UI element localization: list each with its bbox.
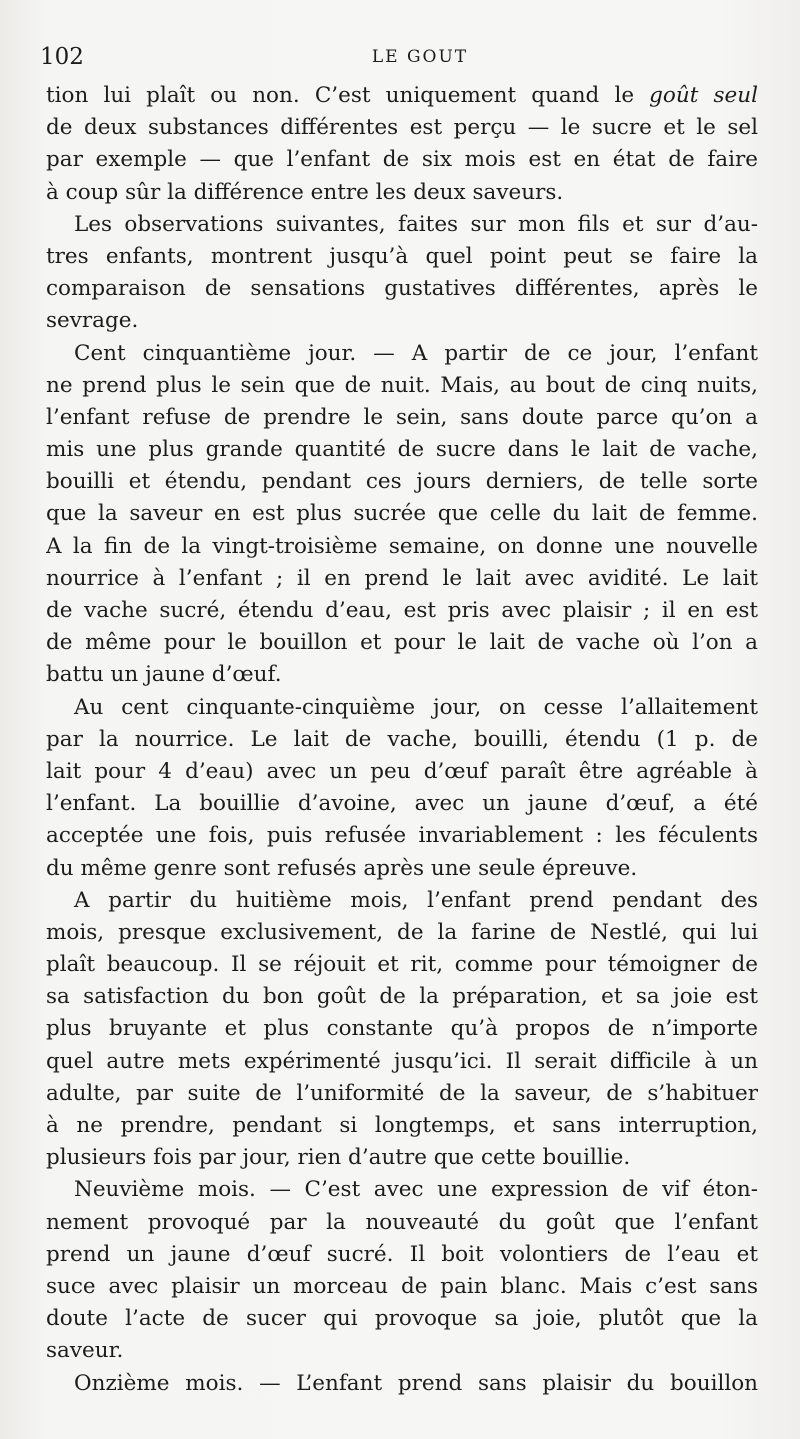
running-title: LE GOUT — [371, 47, 469, 67]
body-text — [46, 80, 758, 1400]
text-line: à coup sûr la différence entre les deux saveurs. — [46, 179, 564, 205]
text-line: du même genre sont refusés après une seule épreuve. — [46, 855, 638, 881]
text-line: de deux substances différentes est perçu — le sucre et le sel — [46, 115, 758, 141]
text-line: l’enfant. La bouillie d’avoine, avec un jaune d’œuf, a été — [46, 791, 758, 817]
text-line: comparaison de sensations gustatives différentes, après le — [46, 276, 758, 302]
text-line: doute l’acte de sucer qui provoque sa joie, plutôt que la — [46, 1306, 758, 1332]
text-line: ne prend plus le sein que de nuit. Mais, au bout de cinq nuits, — [46, 372, 758, 398]
text-line: Les observations suivantes, faites sur mon fils et sur d’au- — [74, 211, 758, 237]
text-line: de vache sucré, étendu d’eau, est pris avec plaisir ; il en est — [46, 598, 758, 623]
text-line: nement provoqué par la nouveauté du goût que l’enfant — [46, 1209, 758, 1235]
text-line: tres enfants, montrent jusqu’à quel point peut se faire la — [46, 243, 758, 269]
text-line: acceptée une fois, puis refusée invariablement : les féculents — [46, 823, 758, 849]
text-line: Neuvième mois. — C’est avec une expression de vif éton- — [74, 1177, 758, 1203]
text-line: saveur. — [46, 1338, 124, 1364]
text-line: par exemple — que l’enfant de six mois est en état de faire — [46, 147, 758, 173]
text-line: nourrice à l’enfant ; il en prend le lait avec avidité. Le lait — [46, 565, 758, 591]
text-line: par la nourrice. Le lait de vache, bouilli, étendu (1 p. de — [46, 726, 758, 752]
text-line: l’enfant refuse de prendre le sein, sans doute parce qu’on a — [46, 404, 758, 430]
text-line: Onzième mois. — L’enfant prend sans plaisir du bouillon — [74, 1370, 758, 1396]
text-line: plaît beaucoup. Il se réjouit et rit, comme pour témoigner de — [46, 952, 758, 978]
text-line: de même pour le bouillon et pour le lait de vache où l’on a — [46, 630, 758, 656]
text-line: bouilli et étendu, pendant ces jours derniers, de telle sorte — [46, 469, 758, 495]
text-line: quel autre mets expérimenté jusqu’ici. Il serait difficile à un — [46, 1048, 758, 1074]
text-line: Cent cinquantième jour. — A partir de ce jour, l’enfant — [74, 340, 758, 366]
text-line: lait pour 4 d’eau) avec un peu d’œuf paraît être agréable à — [46, 758, 758, 784]
text-line: Au cent cinquante-cinquième jour, on cesse l’allaitement — [74, 694, 758, 720]
text-line: tion lui plaît ou non. C’est uniquement quand le goût seul — [46, 83, 758, 108]
page-header — [40, 40, 760, 74]
text-line: plus bruyante et plus constante qu’à propos de n’importe — [46, 1016, 758, 1042]
text-line: adulte, par suite de l’uniformité de la saveur, de s’habituer — [46, 1080, 758, 1106]
text-line: mois, presque exclusivement, de la farine de Nestlé, qui lui — [46, 919, 758, 945]
text-line: mis une plus grande quantité de sucre dans le lait de vache, — [46, 437, 758, 463]
text-line: plusieurs fois par jour, rien d’autre que cette bouillie. — [46, 1145, 631, 1171]
page-number: 102 — [40, 44, 84, 70]
text-line: sa satisfaction du bon goût de la préparation, et sa joie est — [46, 984, 758, 1010]
text-line: prend un jaune d’œuf sucré. Il boit volontiers de l’eau et — [46, 1241, 758, 1267]
text-line: à ne prendre, pendant si longtemps, et sans interruption, — [46, 1113, 758, 1138]
text-line: A partir du huitième mois, l’enfant prend pendant des — [74, 887, 758, 913]
text-line: battu un jaune d’œuf. — [46, 662, 282, 688]
text-line: que la saveur en est plus sucrée que celle du lait de femme. — [46, 501, 758, 527]
text-line: A la fin de la vingt-troisième semaine, on donne une nouvelle — [46, 533, 758, 559]
text-line: suce avec plaisir un morceau de pain blanc. Mais c’est sans — [46, 1273, 758, 1299]
text-line: sevrage. — [46, 308, 139, 334]
